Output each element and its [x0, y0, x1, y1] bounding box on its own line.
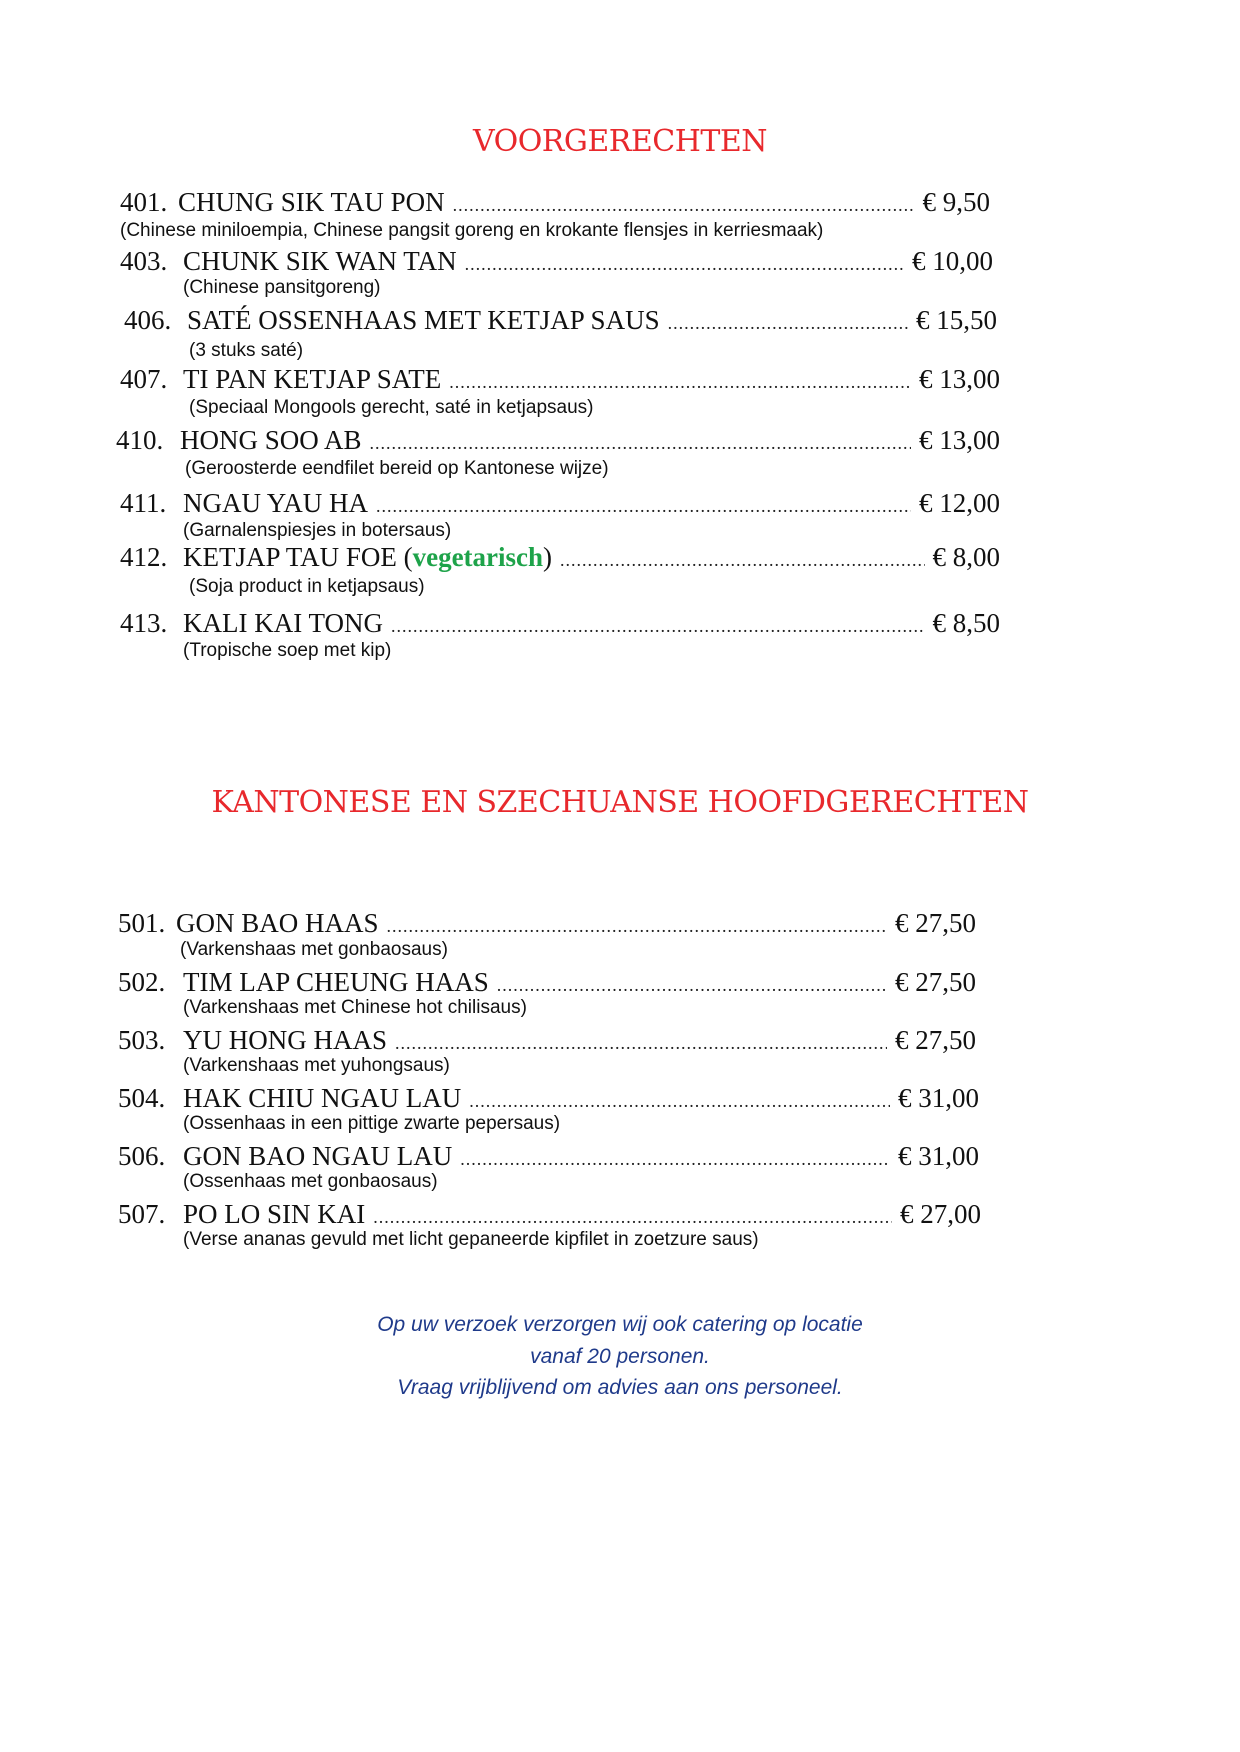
- item-price: € 8,00: [932, 542, 1000, 572]
- item-name: KETJAP TAU FOE (vegetarisch): [183, 542, 553, 572]
- item-number: 407.: [120, 364, 168, 394]
- item-name: CHUNG SIK TAU PON: [178, 187, 445, 217]
- item-number: 412.: [120, 542, 168, 572]
- item-price: € 27,00: [900, 1199, 981, 1229]
- item-name: GON BAO NGAU LAU: [183, 1141, 453, 1171]
- item-description: (Soja product in ketjapsaus): [189, 576, 425, 597]
- item-description: (Tropische soep met kip): [183, 640, 392, 661]
- item-price: € 12,00: [919, 488, 1000, 518]
- item-description: (3 stuks saté): [189, 340, 304, 361]
- item-description: (Chinese miniloempia, Chinese pangsit goreng en krokante flensjes in kerriesmaak): [120, 220, 824, 241]
- item-description: (Varkenshaas met yuhongsaus): [183, 1055, 450, 1076]
- dot-leader: [387, 916, 887, 937]
- catering-note-line: Vraag vrijblijvend om advies aan ons personeel.: [397, 1376, 843, 1399]
- item-name: KALI KAI TONG: [183, 608, 383, 638]
- item-number: 403.: [120, 246, 168, 276]
- item-description: (Ossenhaas in een pittige zwarte pepersaus): [183, 1113, 561, 1134]
- dot-leader: [391, 616, 925, 637]
- section-title-hoofdgerechten: KANTONESE EN SZECHUANSE HOOFDGERECHTEN: [211, 785, 1029, 820]
- item-number: 506.: [118, 1141, 166, 1171]
- catering-note-line: Op uw verzoek verzorgen wij ook catering op locatie: [377, 1313, 863, 1336]
- item-price: € 15,50: [916, 305, 997, 335]
- menu-item: [124, 305, 997, 345]
- item-name: HONG SOO AB: [180, 425, 362, 455]
- item-name: YU HONG HAAS: [183, 1025, 388, 1055]
- dot-leader: [460, 1149, 890, 1170]
- item-number: 401.: [120, 187, 168, 217]
- dot-leader: [465, 254, 904, 275]
- item-name: NGAU YAU HA: [183, 488, 368, 518]
- item-price: € 31,00: [898, 1141, 979, 1171]
- section-title-voorgerechten: VOORGERECHTEN: [472, 124, 768, 159]
- item-name: HAK CHIU NGAU LAU: [183, 1083, 462, 1113]
- item-price: € 27,50: [895, 967, 976, 997]
- dot-leader: [373, 1207, 892, 1228]
- item-number: 503.: [118, 1025, 166, 1055]
- item-description: (Ossenhaas met gonbaosaus): [183, 1171, 438, 1192]
- vegetarian-tag: vegetarisch: [412, 542, 544, 572]
- item-price: € 13,00: [919, 364, 1000, 394]
- item-name: TI PAN KETJAP SATE: [183, 364, 442, 394]
- dot-leader: [469, 1091, 890, 1112]
- dot-leader: [453, 195, 915, 216]
- item-name: TIM LAP CHEUNG HAAS: [183, 967, 489, 997]
- item-description: (Geroosterde eendfilet bereid op Kantonese wijze): [185, 458, 609, 479]
- item-name: GON BAO HAAS: [176, 908, 379, 938]
- item-number: 504.: [118, 1083, 166, 1113]
- item-name: CHUNK SIK WAN TAN: [183, 246, 457, 276]
- item-number: 406.: [124, 305, 172, 335]
- dot-leader: [395, 1033, 887, 1054]
- item-description: (Garnalenspiesjes in botersaus): [183, 520, 452, 541]
- item-number: 411.: [120, 488, 167, 518]
- item-number: 502.: [118, 967, 166, 997]
- item-description: (Varkenshaas met Chinese hot chilisaus): [183, 997, 527, 1018]
- item-name: SATÉ OSSENHAAS MET KETJAP SAUS: [187, 305, 660, 335]
- item-description: (Speciaal Mongools gerecht, saté in ketjapsaus): [189, 397, 594, 418]
- item-number: 413.: [120, 608, 168, 638]
- dot-leader: [449, 372, 911, 393]
- item-price: € 27,50: [895, 1025, 976, 1055]
- item-price: € 9,50: [922, 187, 990, 217]
- item-number: 501.: [118, 908, 166, 938]
- item-price: € 10,00: [912, 246, 993, 276]
- dot-leader: [497, 975, 887, 996]
- item-number: 507.: [118, 1199, 166, 1229]
- dot-leader: [668, 313, 908, 334]
- item-price: € 27,50: [895, 908, 976, 938]
- item-description: (Chinese pansitgoreng): [183, 277, 381, 298]
- item-name: PO LO SIN KAI: [183, 1199, 366, 1229]
- catering-note-line: vanaf 20 personen.: [530, 1345, 710, 1368]
- item-description: (Varkenshaas met gonbaosaus): [180, 939, 448, 960]
- item-price: € 13,00: [919, 425, 1000, 455]
- item-price: € 31,00: [898, 1083, 979, 1113]
- dot-leader: [370, 433, 911, 454]
- dot-leader: [560, 550, 924, 571]
- dot-leader: [376, 496, 911, 517]
- item-price: € 8,50: [932, 608, 1000, 638]
- item-number: 410.: [116, 425, 164, 455]
- item-description: (Verse ananas gevuld met licht gepaneerde kipfilet in zoetzure saus): [183, 1229, 759, 1250]
